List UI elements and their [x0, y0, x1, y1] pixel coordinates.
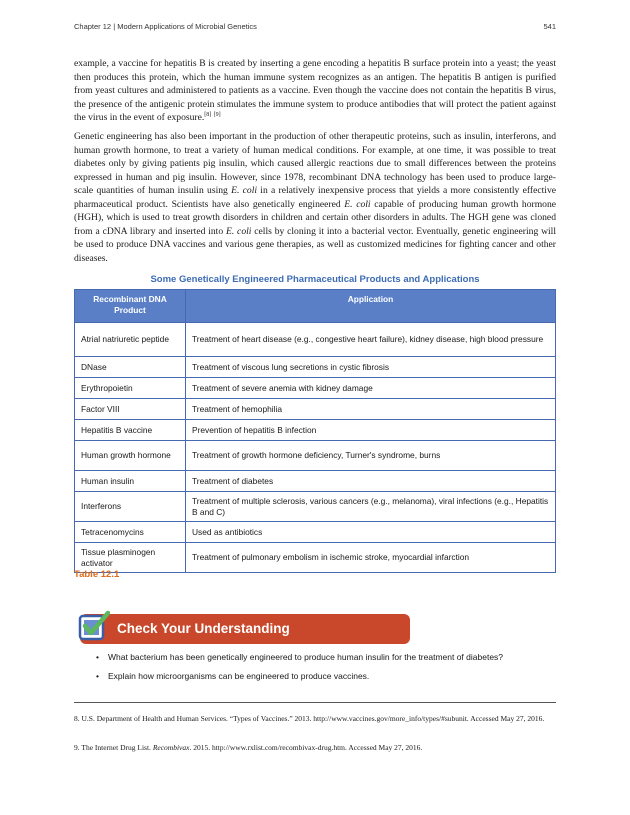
paragraph-text: cells by cloning it into a bacterial vector. Eventually, genetic engineering will be used to produce DNA vaccines and various gene therapies, as well as customized medicines for fighting cancer and other diseases.: [74, 225, 556, 264]
table-row: [75, 378, 556, 399]
page-number: 541: [543, 22, 556, 31]
product-cell: Interferons: [75, 492, 186, 522]
table-title: Some Genetically Engineered Pharmaceutical Products and Applications: [150, 274, 480, 285]
paragraph-text: capable of producing human growth hormone (HGH), which is used to treat growth disorders in children and certain other disorders in adults. The HGH gene was cloned from a cDNA library and inserted into: [74, 198, 557, 237]
table-row: [75, 420, 556, 441]
chapter-title: Chapter 12 | Modern Applications of Microbial Genetics: [74, 22, 257, 31]
application-cell: Used as antibiotics: [186, 522, 556, 543]
table-header-row: [75, 290, 556, 323]
product-cell: Atrial natriuretic peptide: [75, 323, 186, 357]
footnote-divider: [74, 702, 556, 703]
application-cell: Treatment of hemophilia: [186, 399, 556, 420]
bullet-icon: •: [96, 671, 99, 681]
checkbox-check-icon: [78, 610, 110, 642]
check-understanding-title: Check Your Understanding: [117, 621, 290, 636]
paragraph-vaccine: [74, 57, 556, 125]
question-text: What bacterium has been genetically engineered to produce human insulin for the treatment of diabetes?: [108, 652, 504, 662]
list-item: [80, 671, 556, 682]
footnote-text: 9. The Internet Drug List.: [74, 743, 153, 752]
drug-name: Recombivax: [152, 743, 190, 752]
table-row: [75, 441, 556, 471]
table-row: [75, 543, 556, 573]
table-row: [75, 323, 556, 357]
column-header-product: Recombinant DNA Product: [75, 290, 186, 323]
paragraph-text: example, a vaccine for hepatitis B is created by inserting a gene encoding a hepatitis B surface protein into a yeast; the yeast then produces this protein, which the human immune system recognizes as an antigen. The hepatitis B antigen is purified from yeast cultures and administered to patients as a vaccine. Even though the vaccine does not contain the hepatitis B virus, the presence of the antigenic protein stimulates the immune system to produce antibodies that will protect the patient against the virus in the event of exposure.: [74, 58, 556, 123]
application-cell: Treatment of diabetes: [186, 471, 556, 492]
footnote-9: [74, 742, 556, 754]
product-cell: Hepatitis B vaccine: [75, 420, 186, 441]
species-name: E. coli: [225, 225, 252, 237]
application-cell: Treatment of heart disease (e.g., congestive heart failure), kidney disease, high blood pressure: [186, 323, 556, 357]
product-cell: Tissue plasminogen activator: [75, 543, 186, 573]
application-cell: Prevention of hepatitis B infection: [186, 420, 556, 441]
product-cell: DNase: [75, 357, 186, 378]
application-cell: Treatment of pulmonary embolism in ischemic stroke, myocardial infarction: [186, 543, 556, 573]
paragraph-text: in a relatively inexpensive process that yields a more consistently effective pharmaceutical product. Scientists have also genetically engineered: [74, 185, 557, 210]
application-cell: Treatment of multiple sclerosis, various cancers (e.g., melanoma), viral infections (e.g., Hepatitis B and C): [186, 492, 556, 522]
citation-8[interactable]: [8]: [204, 111, 212, 118]
table-label: Table 12.1: [74, 569, 120, 580]
footnote-text: 8. U.S. Department of Health and Human Services. “Types of Vaccines.” 2013. http://www.vaccines.gov/more_info/types/#subunit. Accessed May 27, 2016.: [74, 714, 545, 723]
product-cell: Human insulin: [75, 471, 186, 492]
bullet-icon: •: [96, 652, 99, 662]
page-header: [74, 22, 556, 36]
column-header-application: Application: [186, 290, 556, 323]
list-item: [80, 652, 556, 663]
paragraph-text: Genetic engineering has also been important in the production of other therapeutic proteins, such as insulin, interferons, and human growth hormone, to treat a variety of human medical conditions. For example, at one time, it was possible to treat diabetes only by giving patients pig insulin, which caused allergic reactions due to small differences between the proteins expressed in human and pig insulin. However, since 1978, recombinant DNA technology has been used to produce large-scale quantities of human insulin using: [74, 131, 556, 196]
table-row: [75, 357, 556, 378]
paragraph-genetic-engineering: [74, 130, 556, 265]
table-row: [75, 399, 556, 420]
product-cell: Factor VIII: [75, 399, 186, 420]
table-row: [75, 492, 556, 522]
footnote-text: . 2015. http://www.rxlist.com/recombivax-drug.htm. Accessed May 27, 2016.: [189, 743, 423, 752]
question-text: Explain how microorganisms can be engineered to produce vaccines.: [108, 671, 370, 681]
species-name: E. coli: [231, 185, 258, 196]
species-name: E. coli: [344, 198, 371, 210]
product-cell: Erythropoietin: [75, 378, 186, 399]
citation-9[interactable]: [9]: [213, 111, 221, 118]
table-row: [75, 522, 556, 543]
footnote-8: [74, 713, 556, 725]
pharmaceutical-table: [74, 289, 556, 573]
product-cell: Tetracenomycins: [75, 522, 186, 543]
table-row: [75, 471, 556, 492]
application-cell: Treatment of growth hormone deficiency, Turner's syndrome, burns: [186, 441, 556, 471]
check-understanding-list: [80, 652, 556, 690]
product-cell: Human growth hormone: [75, 441, 186, 471]
application-cell: Treatment of viscous lung secretions in cystic fibrosis: [186, 357, 556, 378]
application-cell: Treatment of severe anemia with kidney damage: [186, 378, 556, 399]
